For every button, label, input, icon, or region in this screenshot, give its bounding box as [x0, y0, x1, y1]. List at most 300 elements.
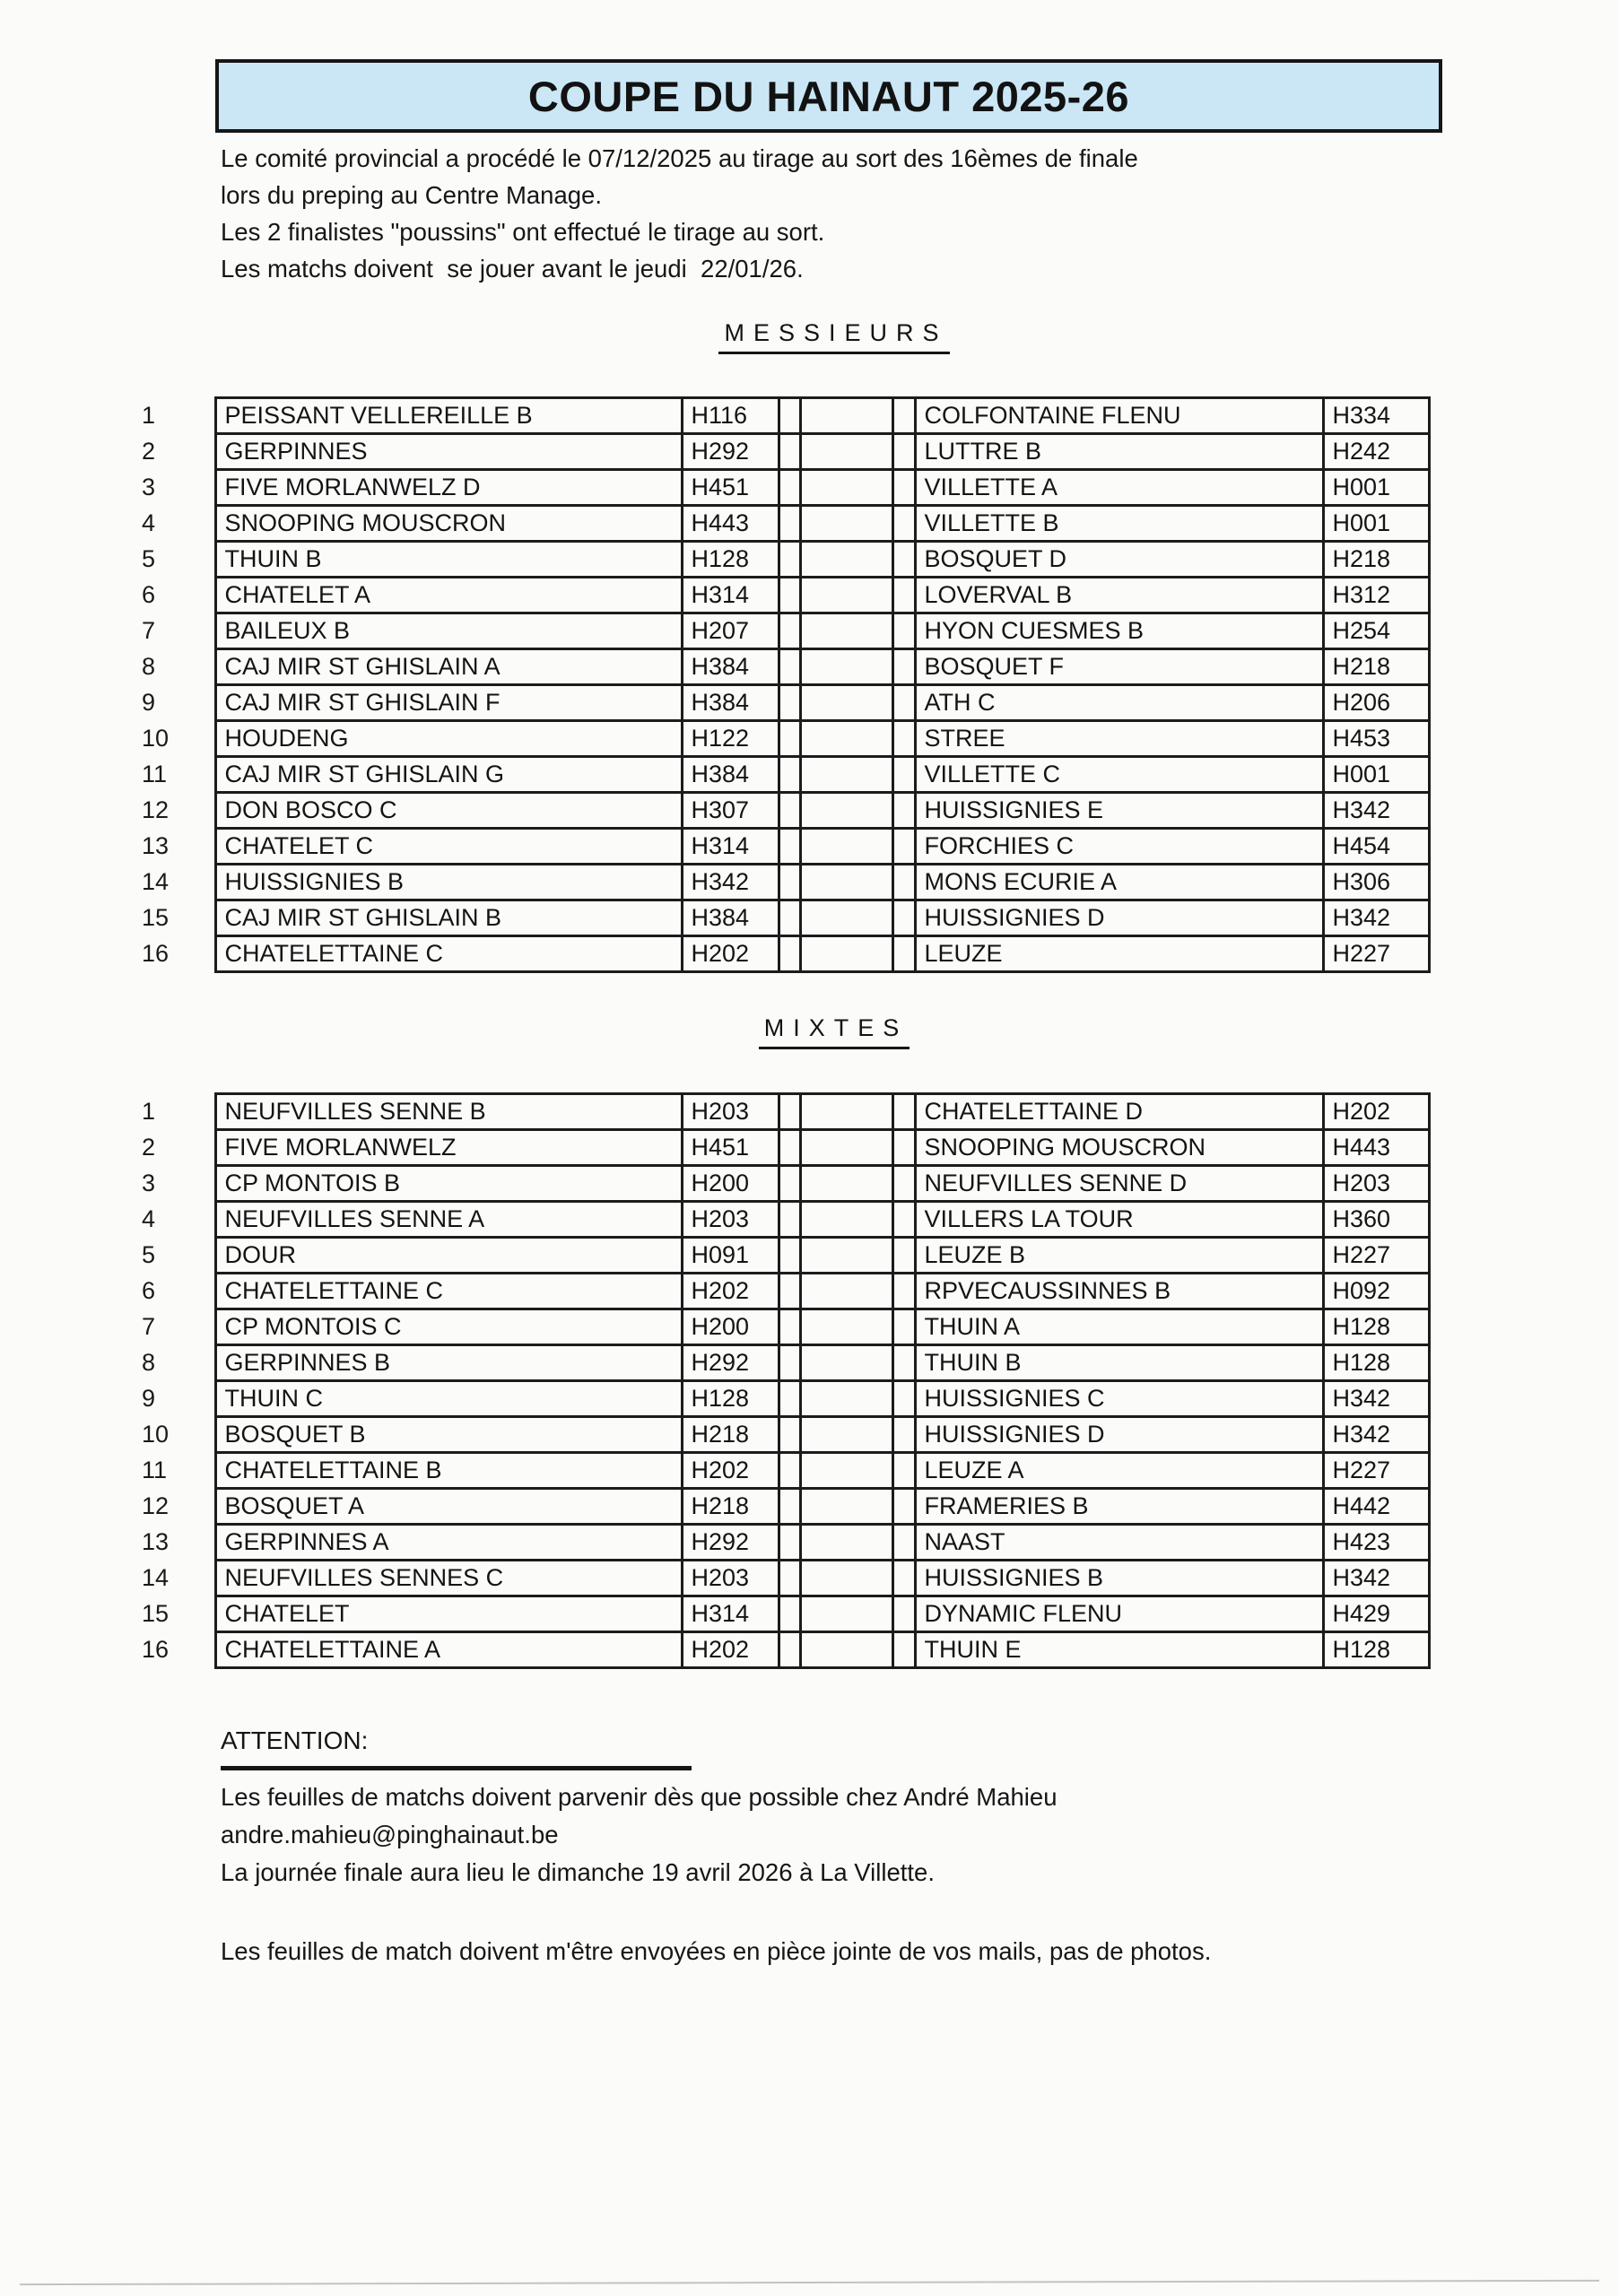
- section-heading-messieurs: [215, 319, 1453, 354]
- code-b-cell: H206: [1323, 685, 1429, 721]
- score-box: [779, 900, 800, 936]
- draw-row: [135, 1274, 1429, 1309]
- team-b-cell: LEUZE B: [915, 1238, 1323, 1274]
- draw-row: [135, 398, 1429, 434]
- team-b-cell: HUISSIGNIES D: [915, 1417, 1323, 1453]
- separator-cell: [800, 1417, 892, 1453]
- row-number: 10: [142, 725, 170, 752]
- team-a-cell: BAILEUX B: [215, 613, 682, 649]
- code-b-cell: H443: [1323, 1130, 1429, 1166]
- score-box: [779, 1417, 800, 1453]
- score-box: [779, 1453, 800, 1489]
- score-box: [779, 757, 800, 793]
- row-number: 15: [142, 904, 170, 931]
- row-number: 7: [142, 1313, 156, 1340]
- team-b-cell: VILLETTE A: [915, 470, 1323, 506]
- team-a-cell: HUISSIGNIES B: [215, 865, 682, 900]
- team-a-cell: THUIN C: [215, 1381, 682, 1417]
- row-number: 4: [142, 1205, 156, 1232]
- attention-section: [221, 1722, 1494, 1970]
- score-box: [779, 470, 800, 506]
- row-number: 15: [142, 1600, 170, 1627]
- team-b-cell: HYON CUESMES B: [915, 613, 1323, 649]
- section-heading-label: MESSIEURS: [718, 319, 949, 354]
- code-a-cell: H384: [682, 757, 779, 793]
- score-box: [779, 1596, 800, 1632]
- team-a-cell: CAJ MIR ST GHISLAIN B: [215, 900, 682, 936]
- team-b-cell: LEUZE: [915, 936, 1323, 972]
- team-b-cell: BOSQUET F: [915, 649, 1323, 685]
- code-b-cell: H092: [1323, 1274, 1429, 1309]
- draw-row: [135, 1632, 1429, 1668]
- row-number: 9: [142, 1385, 156, 1412]
- score-box: [779, 434, 800, 470]
- team-b-cell: RPVECAUSSINNES B: [915, 1274, 1323, 1309]
- score-box: [779, 793, 800, 829]
- score-box: [779, 1345, 800, 1381]
- row-number: 14: [142, 1564, 170, 1591]
- separator-cell: [800, 470, 892, 506]
- score-box: [779, 1130, 800, 1166]
- team-b-cell: FORCHIES C: [915, 829, 1323, 865]
- code-a-cell: H384: [682, 900, 779, 936]
- row-number: 5: [142, 1241, 156, 1268]
- code-b-cell: H227: [1323, 1453, 1429, 1489]
- row-number: 5: [142, 545, 156, 572]
- code-b-cell: H218: [1323, 542, 1429, 578]
- draw-row: [135, 434, 1429, 470]
- separator-cell: [800, 1309, 892, 1345]
- team-a-cell: CHATELET C: [215, 829, 682, 865]
- messieurs-draw-table: [135, 396, 1431, 973]
- section-heading-label: MIXTES: [759, 1014, 910, 1049]
- score-box: [892, 613, 915, 649]
- row-number: 7: [142, 617, 156, 644]
- team-a-cell: CHATELETTAINE C: [215, 936, 682, 972]
- code-a-cell: H200: [682, 1166, 779, 1202]
- score-box: [892, 1632, 915, 1668]
- team-a-cell: CP MONTOIS C: [215, 1309, 682, 1345]
- score-box: [892, 1166, 915, 1202]
- row-number: 11: [142, 761, 168, 787]
- attention-heading: ATTENTION:: [221, 1722, 692, 1770]
- separator-cell: [800, 1632, 892, 1668]
- team-a-cell: NEUFVILLES SENNE A: [215, 1202, 682, 1238]
- code-b-cell: H423: [1323, 1525, 1429, 1561]
- score-box: [892, 1309, 915, 1345]
- score-box: [779, 1381, 800, 1417]
- score-box: [779, 1094, 800, 1130]
- draw-row: [135, 936, 1429, 972]
- separator-cell: [800, 936, 892, 972]
- team-a-cell: DON BOSCO C: [215, 793, 682, 829]
- code-a-cell: H314: [682, 1596, 779, 1632]
- team-a-cell: GERPINNES B: [215, 1345, 682, 1381]
- separator-cell: [800, 398, 892, 434]
- draw-row: [135, 1525, 1429, 1561]
- draw-row: [135, 1202, 1429, 1238]
- row-number: 4: [142, 509, 156, 536]
- team-b-cell: VILLETTE B: [915, 506, 1323, 542]
- score-box: [779, 649, 800, 685]
- code-b-cell: H453: [1323, 721, 1429, 757]
- separator-cell: [800, 1238, 892, 1274]
- code-a-cell: H202: [682, 1453, 779, 1489]
- score-box: [779, 1561, 800, 1596]
- team-a-cell: HOUDENG: [215, 721, 682, 757]
- separator-cell: [800, 613, 892, 649]
- separator-cell: [800, 1130, 892, 1166]
- code-b-cell: H360: [1323, 1202, 1429, 1238]
- draw-row: [135, 865, 1429, 900]
- section-heading-mixtes: [215, 1014, 1453, 1049]
- code-b-cell: H342: [1323, 1417, 1429, 1453]
- code-b-cell: H342: [1323, 793, 1429, 829]
- team-a-cell: FIVE MORLANWELZ: [215, 1130, 682, 1166]
- code-a-cell: H307: [682, 793, 779, 829]
- row-number: 1: [142, 1098, 156, 1125]
- draw-row: [135, 1166, 1429, 1202]
- team-a-cell: GERPINNES A: [215, 1525, 682, 1561]
- team-a-cell: CAJ MIR ST GHISLAIN G: [215, 757, 682, 793]
- team-a-cell: CAJ MIR ST GHISLAIN F: [215, 685, 682, 721]
- separator-cell: [800, 1166, 892, 1202]
- draw-row: [135, 1238, 1429, 1274]
- separator-cell: [800, 1381, 892, 1417]
- row-number: 16: [142, 1636, 170, 1663]
- score-box: [779, 613, 800, 649]
- score-box: [892, 1417, 915, 1453]
- row-number: 11: [142, 1457, 168, 1483]
- draw-row: [135, 1417, 1429, 1453]
- team-a-cell: PEISSANT VELLEREILLE B: [215, 398, 682, 434]
- score-box: [779, 506, 800, 542]
- team-b-cell: THUIN B: [915, 1345, 1323, 1381]
- team-a-cell: CHATELET A: [215, 578, 682, 613]
- team-a-cell: CP MONTOIS B: [215, 1166, 682, 1202]
- team-a-cell: BOSQUET B: [215, 1417, 682, 1453]
- draw-row: [135, 1489, 1429, 1525]
- page-title: COUPE DU HAINAUT 2025-26: [527, 72, 1130, 120]
- score-box: [779, 1525, 800, 1561]
- score-box: [892, 1489, 915, 1525]
- team-a-cell: NEUFVILLES SENNE B: [215, 1094, 682, 1130]
- team-b-cell: FRAMERIES B: [915, 1489, 1323, 1525]
- separator-cell: [800, 542, 892, 578]
- separator-cell: [800, 506, 892, 542]
- row-number: 6: [142, 581, 156, 608]
- code-b-cell: H227: [1323, 936, 1429, 972]
- separator-cell: [800, 649, 892, 685]
- code-b-cell: H227: [1323, 1238, 1429, 1274]
- row-number: 6: [142, 1277, 156, 1304]
- row-number: 1: [142, 402, 156, 429]
- score-box: [892, 398, 915, 434]
- score-box: [779, 578, 800, 613]
- draw-row: [135, 1453, 1429, 1489]
- score-box: [779, 721, 800, 757]
- code-b-cell: H128: [1323, 1309, 1429, 1345]
- intro-line: Les matchs doivent se jouer avant le jeudi 22/01/26.: [221, 255, 804, 283]
- code-b-cell: H442: [1323, 1489, 1429, 1525]
- team-b-cell: COLFONTAINE FLENU: [915, 398, 1323, 434]
- score-box: [779, 1309, 800, 1345]
- separator-cell: [800, 865, 892, 900]
- score-box: [892, 1238, 915, 1274]
- code-a-cell: H384: [682, 685, 779, 721]
- score-box: [892, 685, 915, 721]
- code-b-cell: H202: [1323, 1094, 1429, 1130]
- separator-cell: [800, 1561, 892, 1596]
- team-b-cell: LEUZE A: [915, 1453, 1323, 1489]
- code-b-cell: H454: [1323, 829, 1429, 865]
- row-number: 3: [142, 1170, 156, 1196]
- score-box: [892, 470, 915, 506]
- score-box: [779, 1166, 800, 1202]
- score-box: [892, 1202, 915, 1238]
- team-a-cell: CHATELETTAINE A: [215, 1632, 682, 1668]
- draw-row: [135, 1381, 1429, 1417]
- code-a-cell: H203: [682, 1094, 779, 1130]
- code-a-cell: H128: [682, 542, 779, 578]
- code-b-cell: H312: [1323, 578, 1429, 613]
- score-box: [892, 578, 915, 613]
- team-a-cell: CHATELETTAINE B: [215, 1453, 682, 1489]
- draw-row: [135, 470, 1429, 506]
- draw-row: [135, 578, 1429, 613]
- team-a-cell: FIVE MORLANWELZ D: [215, 470, 682, 506]
- code-a-cell: H116: [682, 398, 779, 434]
- score-box: [892, 900, 915, 936]
- draw-row: [135, 685, 1429, 721]
- code-b-cell: H001: [1323, 506, 1429, 542]
- code-b-cell: H429: [1323, 1596, 1429, 1632]
- team-a-cell: CHATELETTAINE C: [215, 1274, 682, 1309]
- score-box: [892, 434, 915, 470]
- attention-line: Les feuilles de matchs doivent parvenir dès que possible chez André Mahieu: [221, 1783, 1058, 1811]
- score-box: [779, 1632, 800, 1668]
- separator-cell: [800, 1094, 892, 1130]
- score-box: [892, 1453, 915, 1489]
- code-a-cell: H218: [682, 1489, 779, 1525]
- row-number: 14: [142, 868, 170, 895]
- score-box: [779, 1274, 800, 1309]
- code-b-cell: H128: [1323, 1345, 1429, 1381]
- intro-line: Le comité provincial a procédé le 07/12/2025 au tirage au sort des 16èmes de finale: [221, 144, 1138, 172]
- separator-cell: [800, 900, 892, 936]
- team-b-cell: NAAST: [915, 1525, 1323, 1561]
- code-a-cell: H384: [682, 649, 779, 685]
- score-box: [892, 865, 915, 900]
- score-box: [779, 936, 800, 972]
- score-box: [892, 649, 915, 685]
- draw-row: [135, 1345, 1429, 1381]
- team-b-cell: HUISSIGNIES E: [915, 793, 1323, 829]
- score-box: [892, 1596, 915, 1632]
- row-number: 13: [142, 1528, 170, 1555]
- code-a-cell: H122: [682, 721, 779, 757]
- separator-cell: [800, 1525, 892, 1561]
- draw-row: [135, 757, 1429, 793]
- team-a-cell: DOUR: [215, 1238, 682, 1274]
- code-a-cell: H203: [682, 1561, 779, 1596]
- team-b-cell: MONS ECURIE A: [915, 865, 1323, 900]
- row-number: 3: [142, 474, 156, 500]
- score-box: [779, 865, 800, 900]
- draw-row: [135, 1561, 1429, 1596]
- draw-row: [135, 1596, 1429, 1632]
- code-a-cell: H203: [682, 1202, 779, 1238]
- code-b-cell: H203: [1323, 1166, 1429, 1202]
- score-box: [779, 1238, 800, 1274]
- code-a-cell: H443: [682, 506, 779, 542]
- row-number: 8: [142, 1349, 156, 1376]
- score-box: [892, 936, 915, 972]
- row-number: 16: [142, 940, 170, 967]
- team-b-cell: LUTTRE B: [915, 434, 1323, 470]
- draw-row: [135, 1130, 1429, 1166]
- separator-cell: [800, 1274, 892, 1309]
- team-b-cell: VILLERS LA TOUR: [915, 1202, 1323, 1238]
- draw-row: [135, 506, 1429, 542]
- separator-cell: [800, 757, 892, 793]
- draw-row: [135, 542, 1429, 578]
- code-a-cell: H451: [682, 1130, 779, 1166]
- row-number: 9: [142, 689, 156, 716]
- code-b-cell: H218: [1323, 649, 1429, 685]
- code-b-cell: H128: [1323, 1632, 1429, 1668]
- row-number: 10: [142, 1421, 170, 1448]
- row-number: 2: [142, 438, 156, 465]
- title-banner: [215, 59, 1442, 133]
- team-b-cell: BOSQUET D: [915, 542, 1323, 578]
- score-box: [892, 1561, 915, 1596]
- team-b-cell: VILLETTE C: [915, 757, 1323, 793]
- closing-note: Les feuilles de match doivent m'être envoyées en pièce jointe de vos mails, pas de photos.: [221, 1937, 1212, 1965]
- draw-row: [135, 900, 1429, 936]
- score-box: [779, 1202, 800, 1238]
- code-a-cell: H292: [682, 1345, 779, 1381]
- draw-row: [135, 721, 1429, 757]
- separator-cell: [800, 578, 892, 613]
- score-box: [892, 1345, 915, 1381]
- code-a-cell: H292: [682, 434, 779, 470]
- code-a-cell: H314: [682, 578, 779, 613]
- code-b-cell: H334: [1323, 398, 1429, 434]
- team-a-cell: SNOOPING MOUSCRON: [215, 506, 682, 542]
- team-b-cell: SNOOPING MOUSCRON: [915, 1130, 1323, 1166]
- code-b-cell: H342: [1323, 1381, 1429, 1417]
- separator-cell: [800, 685, 892, 721]
- team-a-cell: THUIN B: [215, 542, 682, 578]
- row-number: 12: [142, 796, 170, 823]
- code-b-cell: H342: [1323, 900, 1429, 936]
- separator-cell: [800, 829, 892, 865]
- separator-cell: [800, 721, 892, 757]
- team-a-cell: GERPINNES: [215, 434, 682, 470]
- score-box: [892, 506, 915, 542]
- code-a-cell: H200: [682, 1309, 779, 1345]
- team-b-cell: ATH C: [915, 685, 1323, 721]
- team-b-cell: THUIN A: [915, 1309, 1323, 1345]
- intro-paragraph: [221, 140, 1423, 287]
- code-b-cell: H001: [1323, 470, 1429, 506]
- code-a-cell: H128: [682, 1381, 779, 1417]
- code-a-cell: H202: [682, 1274, 779, 1309]
- code-a-cell: H342: [682, 865, 779, 900]
- team-b-cell: HUISSIGNIES D: [915, 900, 1323, 936]
- score-box: [892, 721, 915, 757]
- team-a-cell: NEUFVILLES SENNES C: [215, 1561, 682, 1596]
- code-a-cell: H202: [682, 1632, 779, 1668]
- team-b-cell: HUISSIGNIES B: [915, 1561, 1323, 1596]
- score-box: [892, 542, 915, 578]
- separator-cell: [800, 793, 892, 829]
- code-a-cell: H292: [682, 1525, 779, 1561]
- team-b-cell: THUIN E: [915, 1632, 1323, 1668]
- code-a-cell: H207: [682, 613, 779, 649]
- code-a-cell: H091: [682, 1238, 779, 1274]
- row-number: 2: [142, 1134, 156, 1161]
- code-b-cell: H254: [1323, 613, 1429, 649]
- score-box: [892, 757, 915, 793]
- team-b-cell: CHATELETTAINE D: [915, 1094, 1323, 1130]
- score-box: [779, 829, 800, 865]
- row-number: 13: [142, 832, 170, 859]
- score-box: [892, 829, 915, 865]
- draw-row: [135, 829, 1429, 865]
- mixtes-draw-table: [135, 1092, 1431, 1669]
- score-box: [779, 685, 800, 721]
- score-box: [892, 1525, 915, 1561]
- code-a-cell: H314: [682, 829, 779, 865]
- row-number: 8: [142, 653, 156, 680]
- score-box: [892, 1381, 915, 1417]
- row-number: 12: [142, 1492, 170, 1519]
- code-a-cell: H451: [682, 470, 779, 506]
- team-b-cell: HUISSIGNIES C: [915, 1381, 1323, 1417]
- separator-cell: [800, 1345, 892, 1381]
- score-box: [892, 1130, 915, 1166]
- code-a-cell: H218: [682, 1417, 779, 1453]
- team-a-cell: CHATELET: [215, 1596, 682, 1632]
- draw-row: [135, 613, 1429, 649]
- draw-row: [135, 1309, 1429, 1345]
- team-a-cell: CAJ MIR ST GHISLAIN A: [215, 649, 682, 685]
- team-b-cell: STREE: [915, 721, 1323, 757]
- separator-cell: [800, 1596, 892, 1632]
- draw-row: [135, 793, 1429, 829]
- team-b-cell: LOVERVAL B: [915, 578, 1323, 613]
- code-b-cell: H242: [1323, 434, 1429, 470]
- score-box: [892, 1274, 915, 1309]
- email-text: andre.mahieu@pinghainaut.be: [221, 1821, 559, 1848]
- score-box: [892, 1094, 915, 1130]
- score-box: [892, 793, 915, 829]
- intro-line: lors du preping au Centre Manage.: [221, 181, 602, 209]
- intro-line: Les 2 finalistes "poussins" ont effectué le tirage au sort.: [221, 218, 825, 246]
- code-b-cell: H342: [1323, 1561, 1429, 1596]
- score-box: [779, 398, 800, 434]
- separator-cell: [800, 1489, 892, 1525]
- separator-cell: [800, 434, 892, 470]
- separator-cell: [800, 1453, 892, 1489]
- scan-artifact-line: [20, 2280, 1599, 2285]
- draw-row: [135, 649, 1429, 685]
- separator-cell: [800, 1202, 892, 1238]
- code-b-cell: H306: [1323, 865, 1429, 900]
- team-b-cell: DYNAMIC FLENU: [915, 1596, 1323, 1632]
